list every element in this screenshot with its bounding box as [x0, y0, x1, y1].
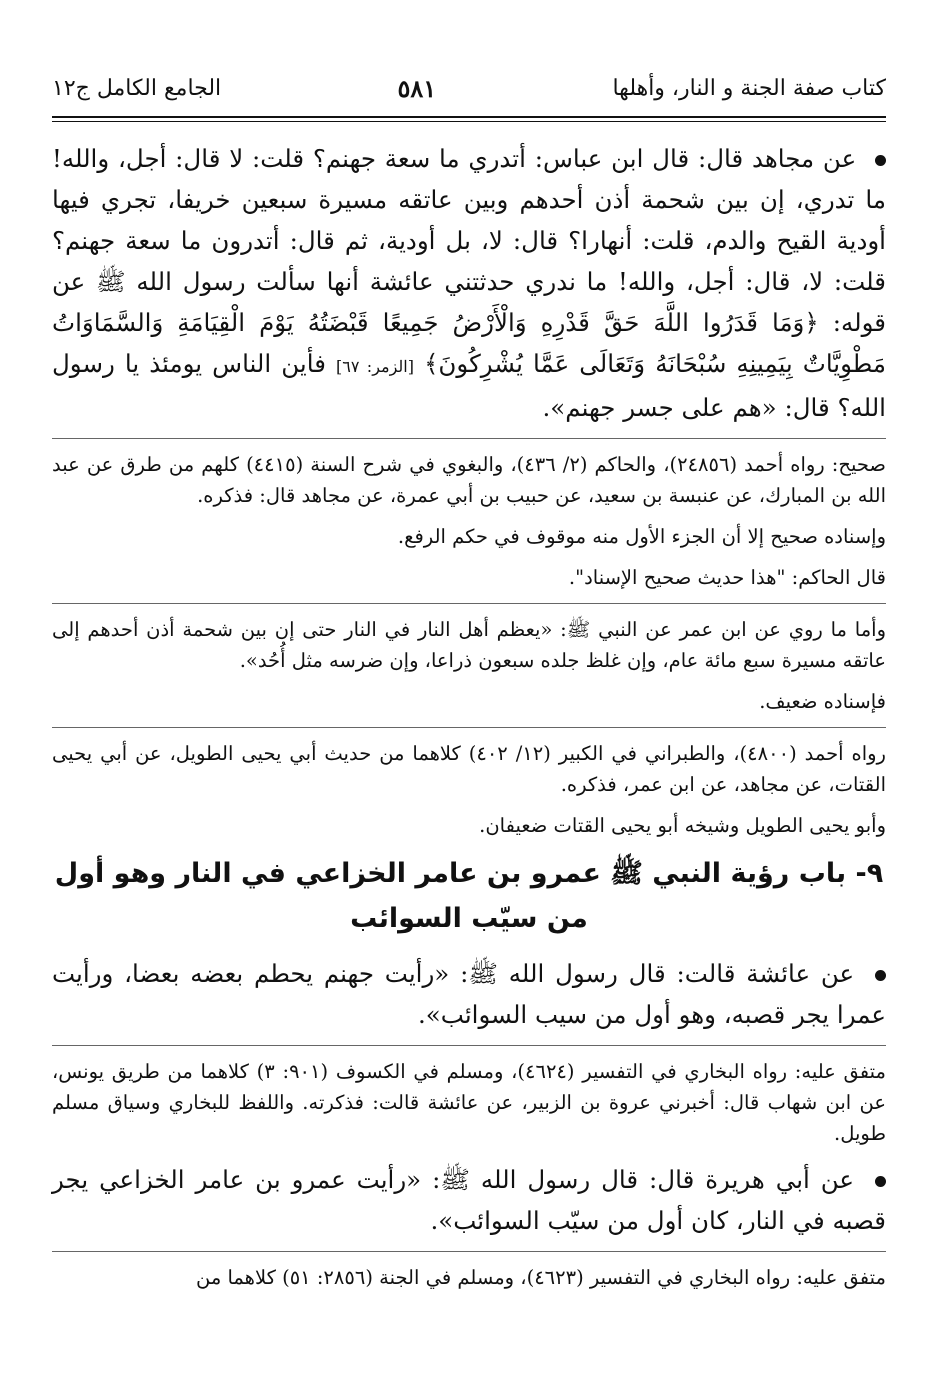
separator	[52, 1045, 886, 1046]
muttafaq-note-2: متفق عليه: رواه البخاري في التفسير (٤٦٢٣)، ومسلم في الجنة (٢٨٥٦: ٥١) كلاهما من	[195, 1266, 886, 1289]
bullet-icon	[875, 970, 886, 981]
header-volume-title: الجامع الكامل ج١٢	[52, 75, 222, 101]
running-header	[52, 66, 886, 110]
chapter-heading: ٩- باب رؤية النبي ﷺ عمرو بن عامر الخزاعي في النار وهو أول من سيّب السوائب	[54, 858, 884, 934]
hadith-aisha	[52, 953, 886, 1035]
separator	[52, 438, 886, 439]
hadith-mujahid	[52, 138, 886, 428]
hadith-text-end: فأين الناس يومئذ يا رسول الله؟ قال: «هم على جسر جهنم».	[52, 349, 886, 422]
weak-isnad-note: فإسناده ضعيف.	[759, 690, 886, 713]
header-rule-thin	[52, 121, 886, 122]
narrators-weak-note: وأبو يحيى الطويل وشيخه أبو يحيى القتات ضعيفان.	[479, 814, 886, 837]
grading-note: وإسناده صحيح إلا أن الجزء الأول منه موقوف في حكم الرفع.	[397, 525, 886, 548]
header-rule-thick	[52, 116, 886, 118]
separator	[52, 1251, 886, 1252]
hadith-text: عن أبي هريرة قال: قال رسول الله ﷺ: «رأيت عمرو بن عامر الخزاعي يجر قصبه في النار، كان أول من سيّب السوائب».	[52, 1165, 886, 1235]
bullet-icon	[875, 1176, 886, 1187]
verse-reference: [الزمر: ٦٧]	[336, 357, 414, 376]
ahmad-tabarani-note: رواه أحمد (٤٨٠٠)، والطبراني في الكبير (١٢/ ٤٠٢) كلاهما من حديث أبي يحيى الطويل، عن أبي يحيى القتات، عن مجاهد، عن ابن عمر، فذكره.	[52, 742, 886, 796]
separator	[52, 727, 886, 728]
muttafaq-note: متفق عليه: رواه البخاري في التفسير (٤٦٢٤)، ومسلم في الكسوف (٩٠١: ٣) كلاهما من طريق يونس، عن ابن شهاب قال: أخبرني عروة بن الزبير، عن عائشة قالت: فذكرته. واللفظ للبخاري وسياق مسلم طويل.	[52, 1060, 886, 1145]
quran-verse: ﴿وَمَا قَدَرُوا اللَّهَ حَقَّ قَدْرِهِ وَالْأَرْضُ جَمِيعًا قَبْضَتُهُ يَوْمَ الْقِيَامَةِ وَالسَّمَاوَاتُ مَطْوِيَّاتٌ بِيَمِينِهِ سُبْحَانَهُ وَتَعَالَى عَمَّا يُشْرِكُونَ﴾	[52, 308, 887, 378]
hadith-text: عن مجاهد قال: قال ابن عباس: أتدري ما سعة جهنم؟ قلت: لا قال: أجل، والله! ما تدري، إن بين شحمة أذن أحدهم وبين عاتقه مسيرة سبعين خريفا، تجري فيها أودية القيح والدم، قلت: أنهارا؟ قال: لا، بل أودية، ثم قال: أتدرون ما سعة جهنم؟ قلت: لا، قال: أجل، والله! ما ندري حدثتني عائشة أنها سألت رسول الله ﷺ عن قوله:	[52, 144, 886, 337]
separator	[52, 603, 886, 604]
bullet-icon	[875, 155, 886, 166]
hadith-abu-hurayra	[52, 1159, 886, 1241]
hadith-text: عن عائشة قالت: قال رسول الله ﷺ: «رأيت جهنم يحطم بعضه بعضا، ورأيت عمرا يجر قصبه، وهو أول من سيب السوائب».	[52, 959, 886, 1029]
ibn-umar-note: وأما ما روي عن ابن عمر عن النبي ﷺ: «يعظم أهل النار في النار حتى إن بين شحمة أذن أحدهم إلى عاتقه مسيرة سبع مائة عام، وإن غلظ جلده سبعون ذراعا، وإن ضرسه مثل أُحُد».	[52, 618, 886, 672]
header-book-title: كتاب صفة الجنة و النار، وأهلها	[612, 75, 886, 101]
takhrij-note: صحيح: رواه أحمد (٢٤٨٥٦)، والحاكم (٢/ ٤٣٦)، والبغوي في شرح السنة (٤٤١٥) كلهم من طرق عن عبد الله بن المبارك، عن عنبسة بن سعيد، عن حبيب بن أبي عمرة، عن مجاهد قال: فذكره.	[52, 453, 886, 507]
page-number: ٥٨١	[397, 73, 437, 103]
hakim-note: قال الحاكم: "هذا حديث صحيح الإسناد".	[568, 566, 886, 589]
